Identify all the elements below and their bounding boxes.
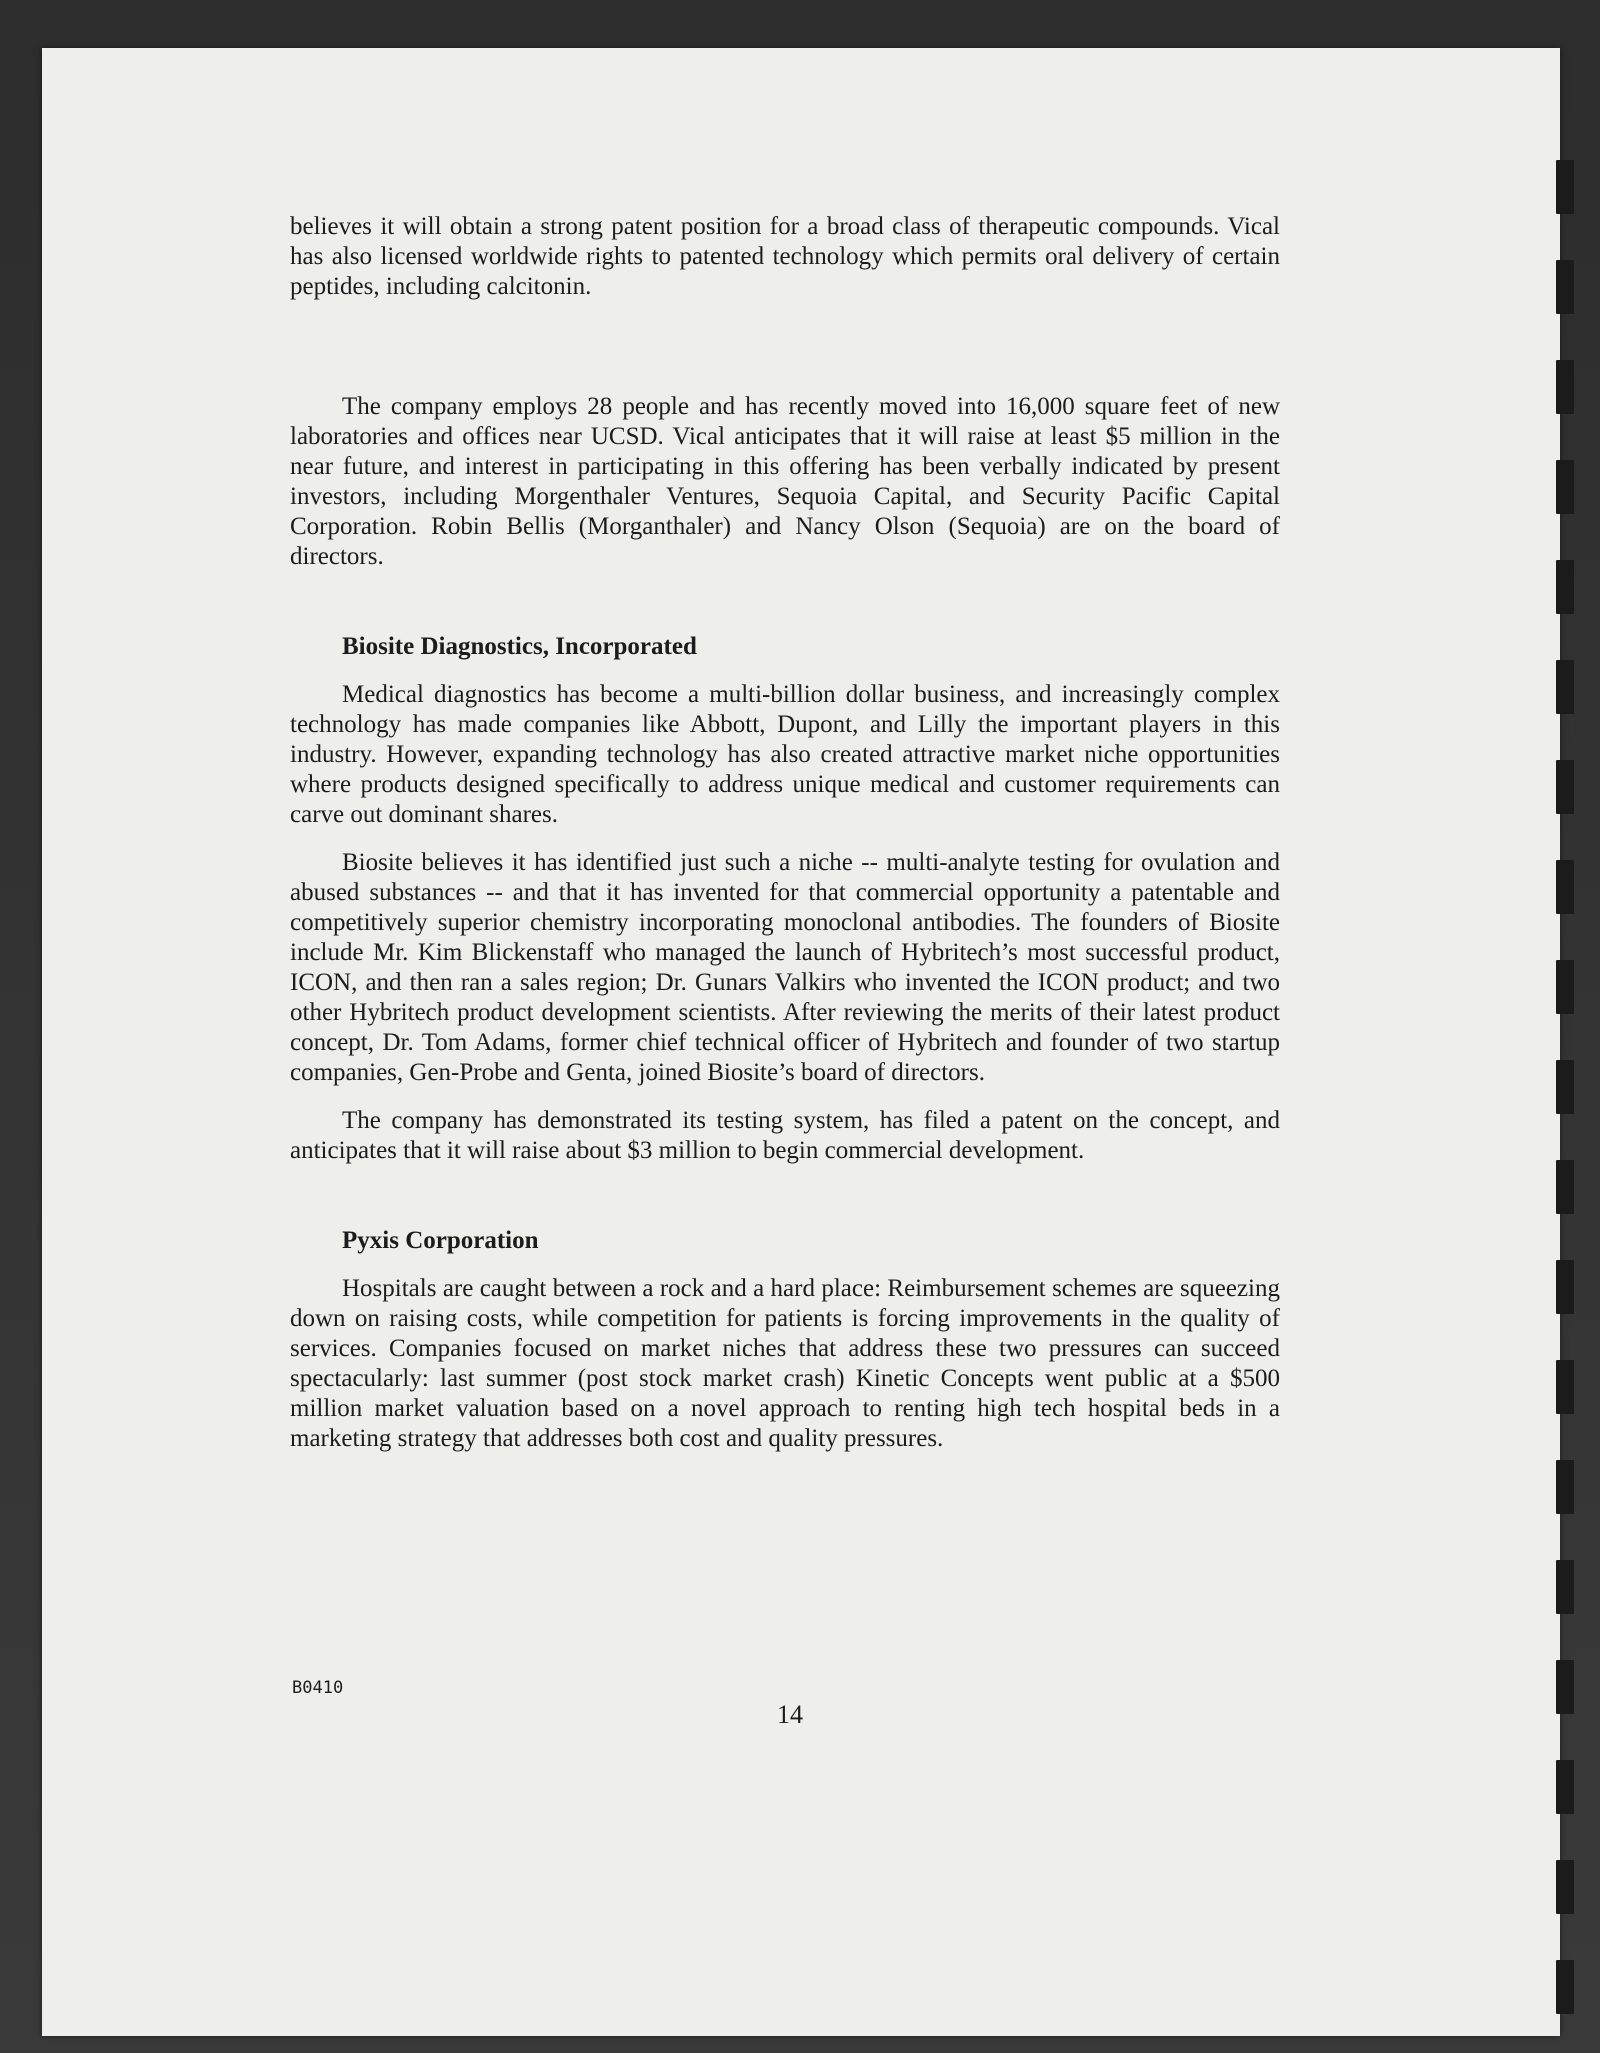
binding-hole	[1556, 660, 1574, 714]
binding-hole	[1556, 1060, 1574, 1114]
heading-pyxis: Pyxis Corporation	[342, 1227, 539, 1254]
binding-hole	[1556, 860, 1574, 914]
binding-hole	[1556, 260, 1574, 314]
binding-hole	[1556, 1360, 1574, 1414]
document-code: B0410	[292, 1678, 344, 1698]
page-body	[290, 212, 1280, 1454]
paragraph-biosite-market: Medical diagnostics has become a multi-billion dollar business, and increasingly complex technology has made companies like Abbott, Dupont, and Lilly the important players in this industry. However, expanding technology has also created attractive market niche opportunities where products designed specifically to address unique medical and customer requirements can carve out dominant shares.	[290, 681, 1280, 828]
binding-hole	[1556, 1460, 1574, 1514]
binding-hole	[1556, 1660, 1574, 1714]
binding-hole	[1556, 560, 1574, 614]
binding-hole	[1556, 1260, 1574, 1314]
binding-hole	[1556, 1760, 1574, 1814]
paragraph-biosite-niche: Biosite believes it has identified just such a niche -- multi-analyte testing for ovulation and abused substances -- and that it has invented for that commercial opportunity a patentable and competitively superior chemistry incorporating monoclonal antibodies. The founders of Biosite include Mr. Kim Blickenstaff who managed the launch of Hybritech’s most successful product, ICON, and then ran a sales region; Dr. Gunars Valkirs who invented the ICON product; and two other Hybritech product development scientists. After reviewing the merits of their latest product concept, Dr. Tom Adams, former chief technical officer of Hybritech and founder of two startup companies, Gen-Probe and Genta, joined Biosite’s board of directors.	[290, 849, 1280, 1086]
binding-hole	[1556, 460, 1574, 514]
paragraph-pyxis-hospitals: Hospitals are caught between a rock and a hard place: Reimbursement schemes are squeezing down on raising costs, while competition for patients is forcing improvements in the quality of services. Companies focused on market niches that address these two pressures can succeed spectacularly: last summer (post stock market crash) Kinetic Concepts went public at a $500 million market valuation based on a novel approach to renting high tech hospital beds in a marketing strategy that addresses both cost and quality pressures.	[290, 1275, 1280, 1452]
binding-holes	[1556, 160, 1574, 2030]
binding-hole	[1556, 160, 1574, 214]
heading-biosite: Biosite Diagnostics, Incorporated	[342, 633, 697, 660]
binding-hole	[1556, 960, 1574, 1014]
paragraph-vical-company: The company employs 28 people and has recently moved into 16,000 square feet of new laboratories and offices near UCSD. Vical anticipates that it will raise at least $5 million in the near future, and interest in participating in this offering has been verbally indicated by present investors, including Morgenthaler Ventures, Sequoia Capital, and Security Pacific Capital Corporation. Robin Bellis (Morganthaler) and Nancy Olson (Sequoia) are on the board of directors.	[290, 393, 1280, 570]
binding-hole	[1556, 1160, 1574, 1214]
paragraph-biosite-funding: The company has demonstrated its testing system, has filed a patent on the concept, and anticipates that it will raise about $3 million to begin commercial development.	[290, 1107, 1280, 1164]
paragraph-vical-patents: believes it will obtain a strong patent position for a broad class of therapeutic compounds. Vical has also licensed worldwide rights to patented technology which permits oral delivery of certain peptides, including calcitonin.	[290, 213, 1280, 300]
binding-hole	[1556, 1960, 1574, 2014]
page-number: 14	[777, 1700, 803, 1729]
binding-hole	[1556, 760, 1574, 814]
binding-hole	[1556, 1860, 1574, 1914]
binding-hole	[1556, 1560, 1574, 1614]
binding-hole	[1556, 360, 1574, 414]
